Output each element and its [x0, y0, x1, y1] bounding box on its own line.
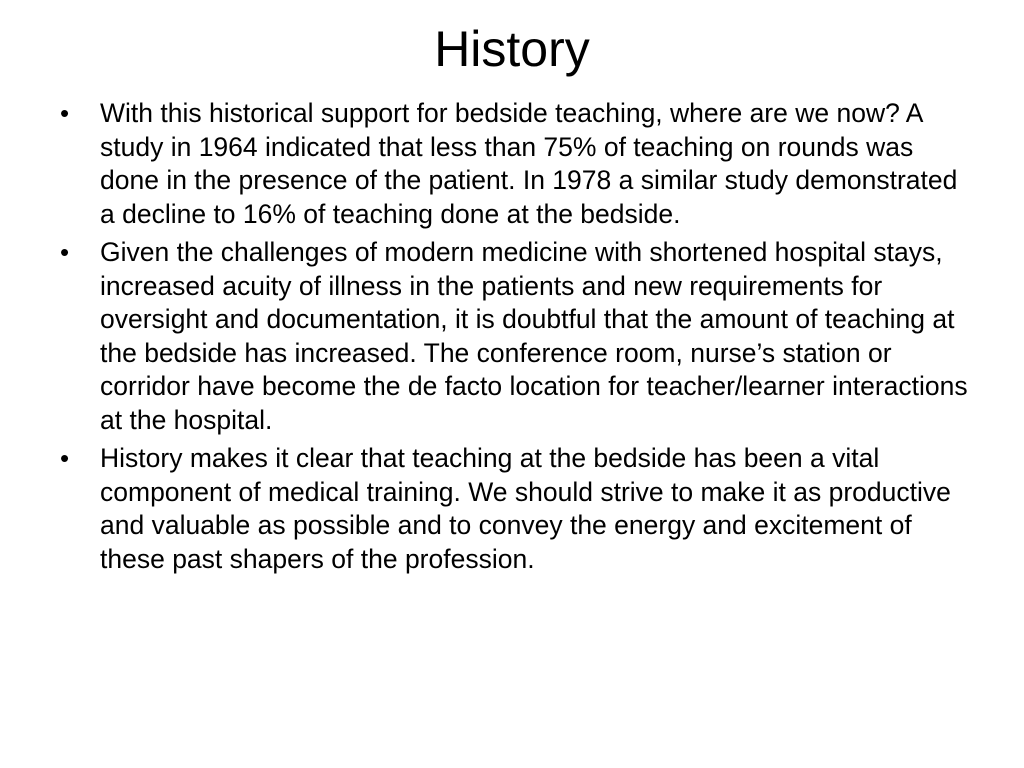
bullet-dot-icon: • — [60, 98, 70, 128]
bullet-text-1: With this historical support for bedside teaching, where are we now? A study in 1964 indicated that less than 75% of teaching on rounds was done in the presence of the patient. In 1978 a similar study demonstrated a decline to 16% of teaching done at the bedside. — [100, 98, 958, 229]
bullet-list — [56, 97, 976, 581]
bullet-item-1 — [56, 97, 976, 231]
bullet-item-2 — [56, 236, 976, 437]
bullet-dot-icon: • — [60, 443, 70, 473]
bullet-item-3 — [56, 442, 976, 576]
bullet-text-2: Given the challenges of modern medicine with shortened hospital stays, increased acuity of illness in the patients and new requirements for oversight and documentation, it is doubtful that the amount of teaching at the bedside has increased. The conference room, nurse’s station or corridor have become the de facto location for teacher/learner interactions at the hospital. — [100, 237, 968, 435]
bullet-text-3: History makes it clear that teaching at the bedside has been a vital component of medical training. We should strive to make it as productive and valuable as possible and to convey the energy and excitement of these past shapers of the profession. — [100, 443, 951, 574]
bullet-dot-icon: • — [60, 237, 70, 267]
slide-title: History — [434, 21, 590, 77]
